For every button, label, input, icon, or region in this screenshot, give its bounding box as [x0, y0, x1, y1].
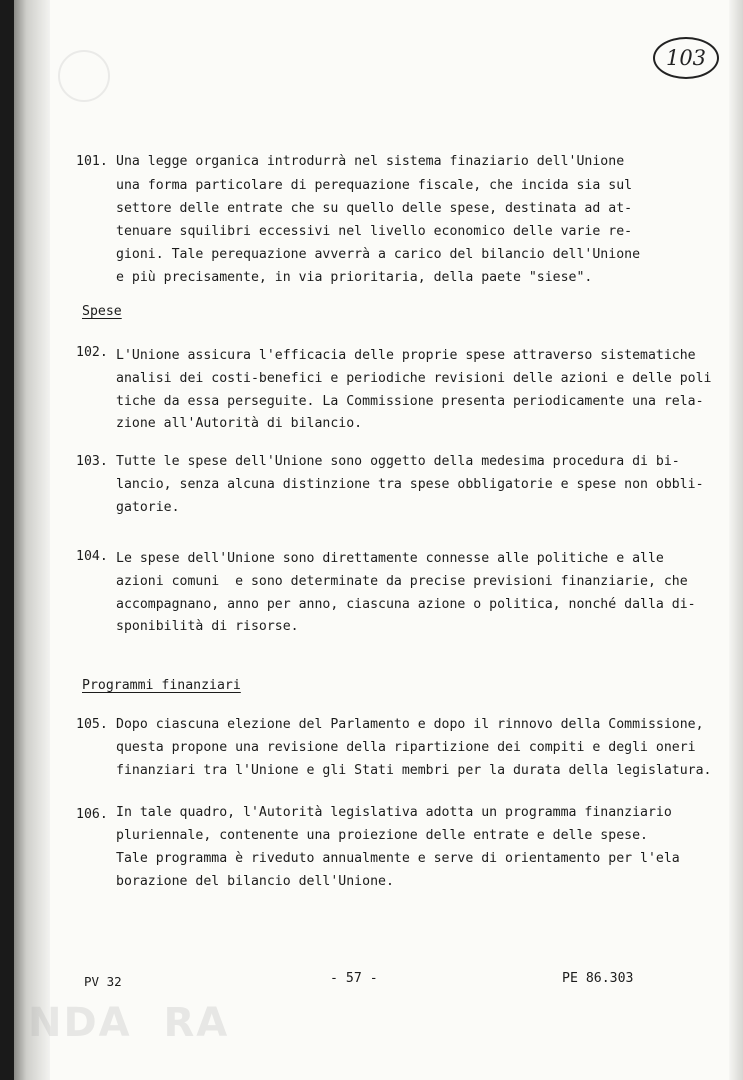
paragraph-line: L'Unione assicura l'efficacia delle proprie spese attraverso sistematiche	[116, 348, 696, 363]
paragraph-line: e più precisamente, in via prioritaria, della paete "siese".	[116, 270, 593, 285]
page-fold-shadow	[14, 0, 50, 1080]
paragraph-line: settore delle entrate che su quello delle spese, destinata ad at-	[116, 201, 633, 216]
paragraph-line: In tale quadro, l'Autorità legislativa adotta un programma finanziario	[116, 805, 672, 820]
paragraph-line: gioni. Tale perequazione avverrà a carico del bilancio dell'Unione	[116, 247, 641, 262]
paragraph-line: tiche da essa perseguite. La Commissione presenta periodicamente una rela-	[116, 394, 704, 409]
paragraph-number: 103.	[76, 454, 108, 469]
paragraph-number: 106.	[76, 807, 108, 822]
paragraph-line: azioni comuni e sono determinate da precise previsioni finanziarie, che	[116, 574, 688, 589]
paragraph-line: sponibilità di risorse.	[116, 619, 299, 634]
paragraph-line: Una legge organica introdurrà nel sistema finaziario dell'Unione	[116, 154, 625, 169]
document-page	[14, 0, 743, 1080]
section-heading-spese: Spese	[82, 304, 122, 319]
paragraph-line: Le spese dell'Unione sono direttamente connesse alle politiche e alle	[116, 551, 664, 566]
paragraph-number: 105.	[76, 717, 108, 732]
paragraph-line: questa propone una revisione della ripartizione dei compiti e degli oneri	[116, 740, 696, 755]
paragraph-line: borazione del bilancio dell'Unione.	[116, 874, 394, 889]
archive-watermark: NDA RA	[28, 1000, 230, 1046]
paragraph-line: Dopo ciascuna elezione del Parlamento e dopo il rinnovo della Commissione,	[116, 717, 704, 732]
paragraph-line: pluriennale, contenente una proiezione delle entrate e delle spese.	[116, 828, 648, 843]
paragraph-line: zione all'Autorità di bilancio.	[116, 416, 363, 431]
paragraph-line: finanziari tra l'Unione e gli Stati membri per la durata della legislatura.	[116, 763, 712, 778]
footer-pe-reference: PE 86.303	[562, 971, 634, 986]
page-right-edge	[729, 0, 743, 1080]
folio-number: 103	[653, 37, 719, 79]
paragraph-line: gatorie.	[116, 500, 180, 515]
paragraph-number: 102.	[76, 345, 108, 360]
paragraph-line: lancio, senza alcuna distinzione tra spese obbligatorie e spese non obbli-	[116, 477, 704, 492]
paragraph-line: Tale programma è riveduto annualmente e serve di orientamento per l'ela	[116, 851, 680, 866]
paragraph-line: tenuare squilibri eccessivi nel livello economico delle varie re-	[116, 224, 633, 239]
footer-page-number: - 57 -	[330, 971, 378, 986]
section-heading-programmi-finanziari: Programmi finanziari	[82, 678, 241, 693]
paragraph-line: Tutte le spese dell'Unione sono oggetto della medesima procedura di bi-	[116, 454, 680, 469]
paragraph-number: 104.	[76, 549, 108, 564]
paragraph-line: analisi dei costi-benefici e periodiche revisioni delle azioni e delle poli	[116, 371, 712, 386]
footer-pv-reference: PV 32	[84, 974, 122, 989]
paragraph-line: una forma particolare di perequazione fiscale, che incida sia sul	[116, 178, 633, 193]
faint-stamp-mark	[58, 50, 110, 102]
paragraph-number: 101.	[76, 154, 108, 169]
paragraph-line: accompagnano, anno per anno, ciascuna azione o politica, nonché dalla di-	[116, 597, 696, 612]
